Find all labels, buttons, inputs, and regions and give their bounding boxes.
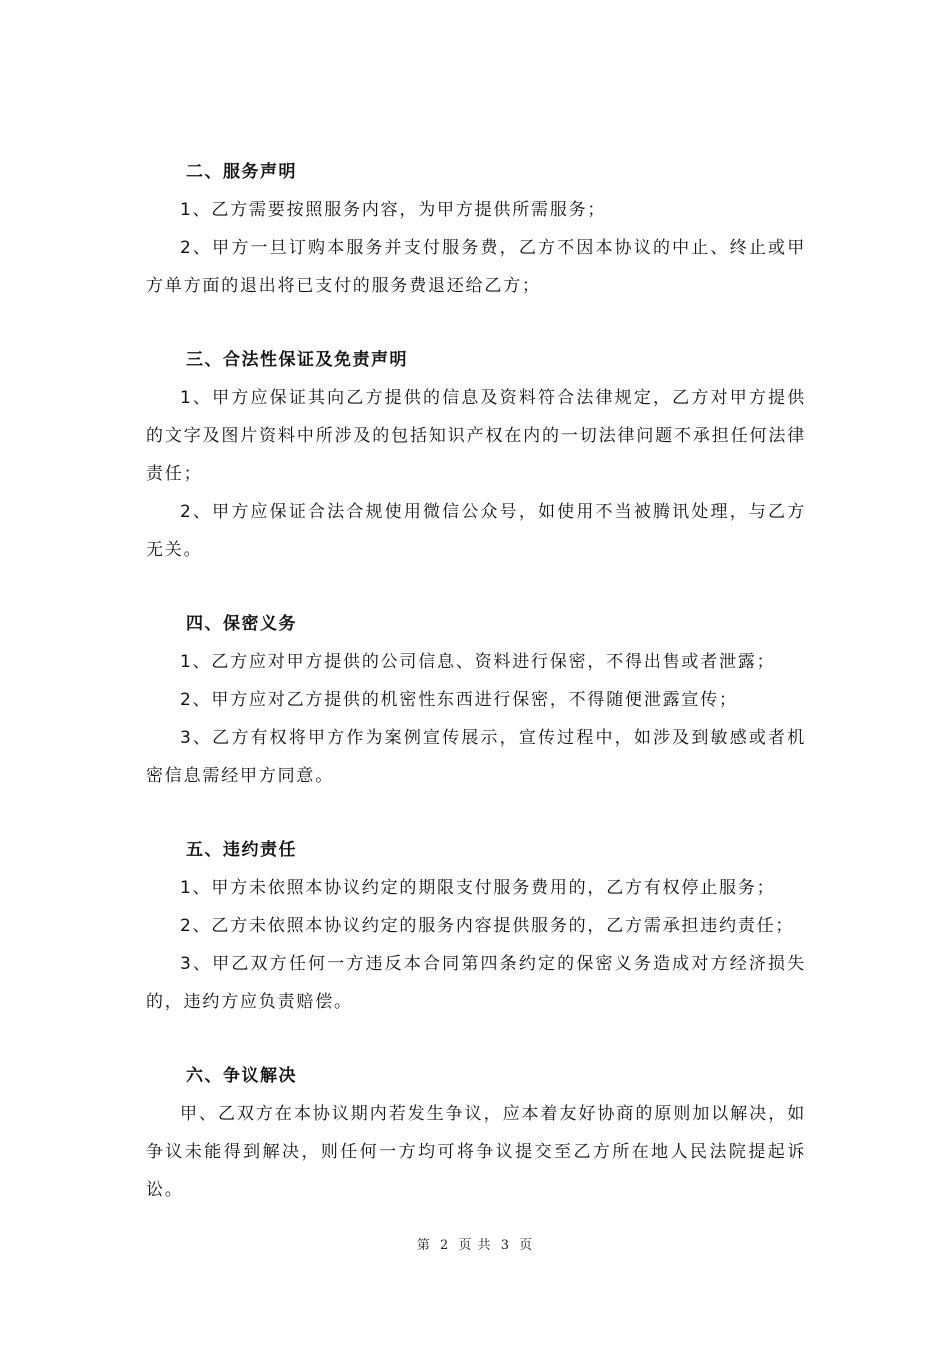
section-legality-disclaimer — [146, 341, 806, 569]
section-heading: 二、服务声明 — [186, 162, 297, 182]
paragraph: 甲、乙双方在本协议期内若发生争议，应本着友好协商的原则加以解决，如争议未能得到解决，则任何一方均可将争议提交至乙方所在地人民法院提起诉讼。 — [146, 1104, 806, 1200]
paragraph: 1、乙方应对甲方提供的公司信息、资料进行保密，不得出售或者泄露； — [180, 652, 776, 672]
section-heading: 三、合法性保证及免责声明 — [186, 350, 408, 370]
paragraph: 1、乙方需要按照服务内容，为甲方提供所需服务； — [180, 200, 607, 220]
total-page-number: 3 — [500, 1238, 510, 1253]
paragraph: 3、甲乙双方任何一方违反本合同第四条约定的保密义务造成对方经济损失的，违约方应负责赔偿。 — [146, 954, 806, 1012]
paragraph: 1、甲方未依照本协议约定的期限支付服务费用的，乙方有权停止服务； — [180, 878, 776, 898]
section-confidentiality — [146, 605, 806, 795]
section-breach-liability — [146, 831, 806, 1021]
paragraph: 2、甲方一旦订购本服务并支付服务费，乙方不因本协议的中止、终止或甲方单方面的退出将已支付的服务费退还给乙方； — [146, 238, 806, 296]
paragraph: 2、甲方应保证合法合规使用微信公众号，如使用不当被腾讯处理，与乙方无关。 — [146, 502, 806, 560]
section-heading: 六、争议解决 — [186, 1066, 297, 1086]
footer-suffix: 页 — [519, 1238, 534, 1253]
section-service-statement — [146, 153, 806, 305]
footer-prefix: 第 — [416, 1238, 431, 1253]
paragraph: 3、乙方有权将甲方作为案例宣传展示，宣传过程中，如涉及到敏感或者机密信息需经甲方同意。 — [146, 728, 806, 786]
document-body — [146, 153, 806, 1209]
section-dispute-resolution — [146, 1057, 806, 1209]
paragraph: 2、乙方未依照本协议约定的服务内容提供服务的，乙方需承担违约责任； — [180, 916, 795, 936]
section-heading: 四、保密义务 — [186, 614, 297, 634]
footer-middle: 页 共 — [458, 1238, 492, 1253]
current-page-number: 2 — [440, 1238, 450, 1253]
paragraph: 2、甲方应对乙方提供的机密性东西进行保密，不得随便泄露宣传； — [180, 690, 738, 710]
section-heading: 五、违约责任 — [186, 840, 297, 860]
paragraph: 1、甲方应保证其向乙方提供的信息及资料符合法律规定，乙方对甲方提供的文字及图片资料中所涉及的包括知识产权在内的一切法律问题不承担任何法律责任； — [146, 388, 806, 484]
page-footer — [0, 1234, 950, 1253]
